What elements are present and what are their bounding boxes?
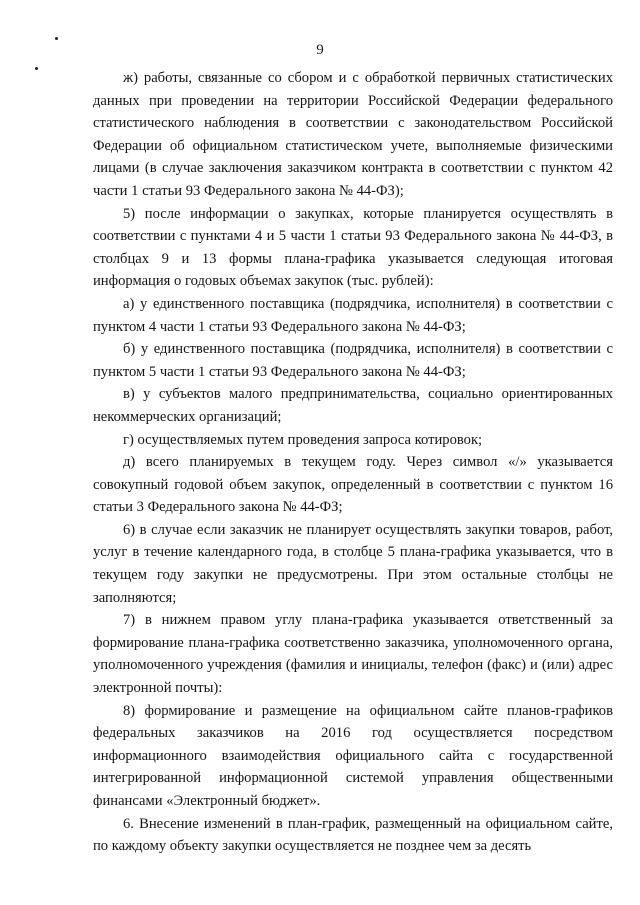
paragraph-item-7: 7) в нижнем правом углу плана-графика указывается ответственный за формирование плана-графика соответственно заказчика, уполномоченного органа, уполномоченного учреждения (фамилия и инициалы, телефон (факс) и (или) адрес электронной почты): [93, 612, 613, 697]
scan-speck [55, 37, 58, 40]
paragraph-item-5: 5) после информации о закупках, которые планируется осуществлять в соответствии с пунктами 4 и 5 части 1 статьи 93 Федерального закона № 44-ФЗ, в столбцах 9 и 13 формы плана-графика указывается следующая итоговая информация о годовых объемах закупок (тыс. рублей): [93, 205, 613, 290]
paragraph-item-b: б) у единственного поставщика (подрядчика, исполнителя) в соответствии с пунктом 5 части 1 статьи 93 Федерального закона № 44-ФЗ; [93, 341, 613, 380]
paragraph-item-8: 8) формирование и размещение на официальном сайте планов-графиков федеральных заказчиков на 2016 год осуществляется посредством информационного взаимодействия официального сайта с государственной интегрированной информационной системой управления общественными финансами «Электронный бюджет». [93, 702, 613, 809]
page-number: 9 [316, 42, 324, 58]
document-body [93, 67, 613, 858]
paragraph-item-d: д) всего планируемых в текущем году. Через символ «/» указывается совокупный годовой объем закупок, определенный в соответствии с пунктом 16 статьи 3 Федерального закона № 44-ФЗ; [93, 454, 613, 516]
paragraph-item-a: а) у единственного поставщика (подрядчика, исполнителя) в соответствии с пунктом 4 части 1 статьи 93 Федерального закона № 44-ФЗ; [93, 295, 613, 335]
paragraph-item-g: г) осуществляемых путем проведения запроса котировок; [123, 431, 483, 448]
paragraph-section-6: 6. Внесение изменений в план-график, размещенный на официальном сайте, по каждому объекту закупки осуществляется не позднее чем за десять [93, 815, 613, 855]
paragraph-item-v: в) у субъектов малого предпринимательства, социально ориентированных некоммерческих организаций; [93, 386, 613, 425]
scan-speck [35, 67, 38, 70]
paragraph-zh-statistics-work: ж) работы, связанные со сбором и с обработкой первичных статистических данных при проведении на территории Российской Федерации федерального статистического наблюдения в соответствии с законодательством Российской Федерации об официальном статистическом учете, выполняемые физическими лицами (в случае заключения заказчиком контракта в соответствии с пунктом 42 части 1 статьи 93 Федерального закона № 44-ФЗ); [93, 70, 613, 199]
paragraph-item-6: 6) в случае если заказчик не планирует осуществлять закупки товаров, работ, услуг в течение календарного года, в столбце 5 плана-графика указывается, что в текущем году закупки не предусмотрены. При этом остальные столбцы не заполняются; [93, 521, 613, 606]
